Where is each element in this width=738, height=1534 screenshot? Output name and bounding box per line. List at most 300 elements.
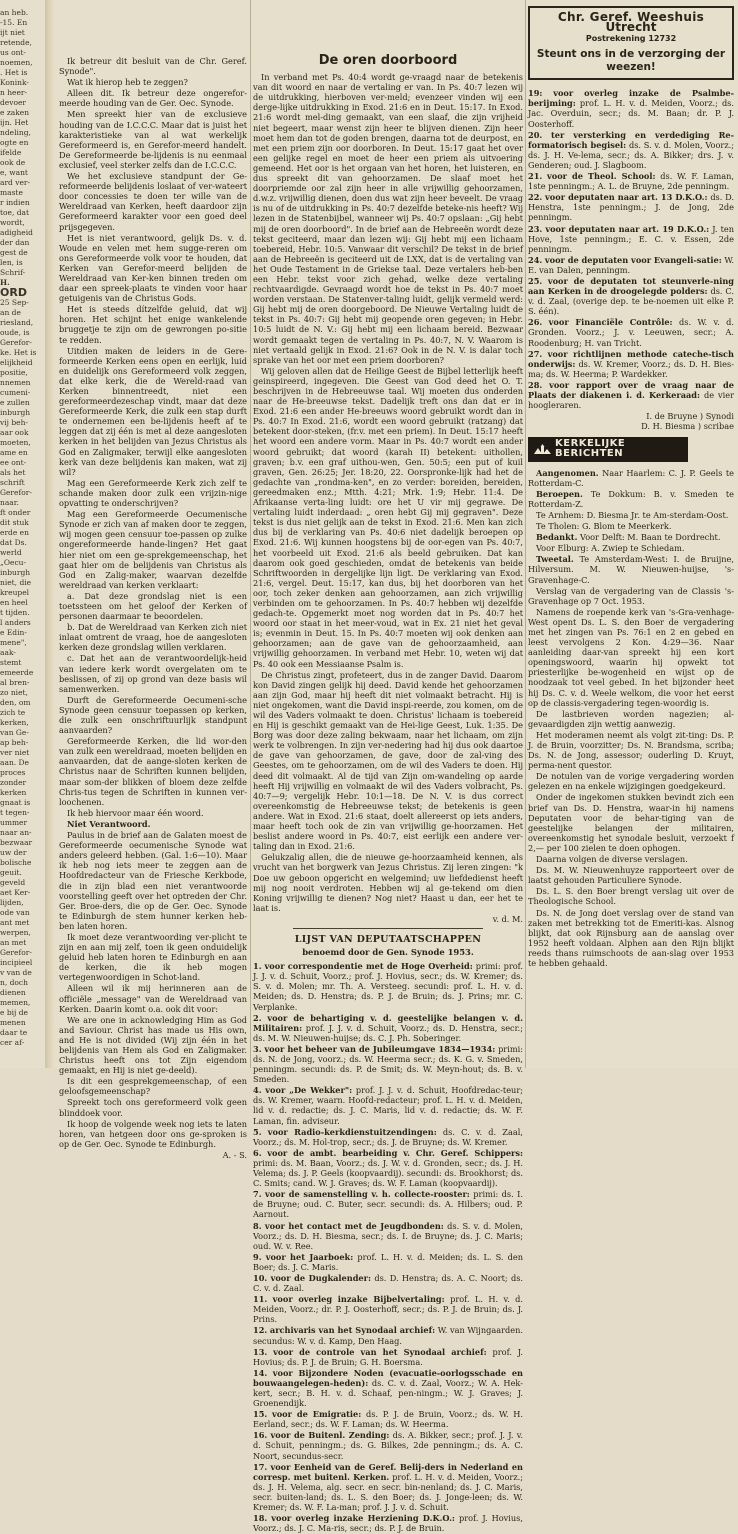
- deputation-item: [253, 1368, 523, 1408]
- letter-paragraph: Mag een Gereformeerde Oecumenische Synode er zich van af maken door te zeggen, wij mogen geen censuur toe-passen op zulke ongereformeerde hande-lingen? Het gaat hier niet om een ge-sprekgemeenschap, het gaat hier om de belijdenis van Christus als God en Zalig-maker, waarvan dezelfde wereldraad van kerken verklaart:: [59, 509, 247, 590]
- item-title: voor het Jaarboek:: [265, 1251, 354, 1262]
- cropped-text-line: H.: [0, 278, 10, 287]
- item-number: 26.: [528, 317, 543, 328]
- deputation-item: [528, 192, 734, 222]
- item-number: 25.: [528, 275, 543, 286]
- letter-paragraph: c. Dat het aan de verantwoordelijk-heid van iedere kerk wordt overgelaten om te beslissen, of zij op grond van deze basis wil samenwerken.: [59, 653, 247, 694]
- letter-paragraph: a. Dat deze grondslag niet is een toetssteen om het geloof der Kerken of personen daarmaar te beoordelen.: [59, 590, 247, 622]
- item-members: ds. S. v. d. Molen, Voorz.; ds. D. H. Biesma, secr.; ds. I. de Bruyne; ds. J. C. Maris; oud. W. v. Ree.: [253, 1220, 523, 1251]
- cropped-text-line: wordt,: [0, 218, 25, 227]
- cropped-text-line: ard ver-: [0, 178, 31, 187]
- deputation-item: [253, 1085, 523, 1125]
- item-members: ds. D. Henstra; ds. A. C. Noort; ds. C. v. d. Zaal.: [253, 1272, 524, 1294]
- cropped-text-line: cumeni-: [0, 388, 31, 397]
- news-paragraph: [528, 865, 734, 885]
- letter-paragraph: Durft de Gereformeerde Oecumeni-sche Synode geen censuur toepassen op kerken, die zulk een onschriftuurlijk standpunt aanvaarden?: [59, 694, 247, 736]
- article-paragraph: Gelukzalig allen, die de nieuwe ge-hoorzaamheid kennen, als vrucht van het borgwerk van Jezus Christus. Zij leren zingen: "k Doe uw geboon opgericht en welgemind; uw liefdedienst heeft mij nog nooit verdroten. Hebben wij al ge-tekend om dien Koning vrijwillig te dienen? Nog niet? Haast u dan, eer het te laat is.: [253, 852, 523, 913]
- deputation-item: [528, 130, 734, 170]
- cropped-text-line: geveld: [0, 878, 26, 887]
- letter-paragraph: Mag een Gereformeerde Kerk zich zelf te schande maken door zulk een vrijzin-nige opvatting te onderschrijven?: [59, 477, 247, 509]
- news-paragraph: [528, 730, 734, 770]
- cropped-text-line: dienen: [0, 988, 26, 997]
- item-members: prof. J. J. v. d. Schuit, Voorz.; ds. D. Henstra, secr.; ds. M. W. Nieuwen-huijse; ds. C. J. Ph. Soberinger.: [253, 1022, 523, 1043]
- item-number: 28.: [528, 379, 543, 390]
- item-number: 21.: [528, 171, 543, 182]
- cropped-text-line: kerken: [0, 788, 27, 797]
- item-members: ds. A. Bikker, secr.; prof. J. J. v. d. Schuit, penningm.; ds. G. Bilkes, 2de penningm.; ds. A. C. Noort, secundus-secr.: [253, 1430, 523, 1461]
- item-number: 19:: [528, 88, 543, 99]
- item-title: voor Bijzondere Noden (evacuatie-oorlogsschade en bouwaangelegen-heden):: [253, 1367, 524, 1388]
- letter-paragraph: Ik heb hiervoor maar één woord.: [67, 807, 204, 818]
- deputation-item: [253, 1044, 523, 1084]
- list-subtitle: benoemd door de Gen. Synode 1953.: [302, 947, 474, 958]
- article-signature: v. d. M.: [492, 913, 523, 924]
- news-text: De notulen van de vorige vergadering worden gelezen en na enkele wijzigingen goedgekeurd.: [528, 771, 734, 792]
- cropped-text-line: ummer: [0, 818, 28, 827]
- letter-column: [59, 56, 247, 1162]
- letter-paragraph: Ik hoop de volgende week nog iets te laten horen, van hetgeen door ons ge-sproken is op de Ger. Oec. Synode te Edinburgh.: [59, 1118, 247, 1149]
- item-members: ds. D. Henstra, 1ste penningm.; J. de Jong, 2de penningm.: [528, 192, 735, 223]
- news-paragraph: [528, 468, 734, 488]
- cropped-text-line: gnaat is: [0, 798, 31, 807]
- cropped-text-line: . Het is: [0, 68, 28, 77]
- cropped-text-line: n heer-: [0, 88, 28, 97]
- cropped-text-line: zo niet,: [0, 688, 28, 697]
- letter-paragraph: Alleen wil ik mij herinneren aan de officiële „message" van de Wereldraad van Kerken. Daarin komt o.a. ook dit voor:: [59, 983, 247, 1014]
- cropped-text-line: ndeling,: [0, 128, 31, 137]
- banner-label: KERKELIJKE BERICHTEN: [555, 438, 626, 460]
- item-number: 1.: [253, 961, 262, 972]
- cropped-text-line: inburgh: [0, 408, 31, 417]
- letter-paragraph: Wat ik hierop heb te zeggen?: [67, 77, 188, 88]
- cropped-text-line: lijden,: [0, 898, 24, 907]
- item-title: voor de Theol. School:: [547, 171, 656, 182]
- cropped-text-line: stemt: [0, 658, 22, 667]
- news-text: Voor Delft: M. Baan te Dordrecht.: [580, 532, 721, 543]
- item-members: primi: ds. N. de Jong, voorz.; ds. W. Heerma secr.; ds. K. G. v. Smeden, penningm. secundi: ds. P. de Smit; ds. W. Meyn-hout; ds. B. v. Smeden.: [253, 1043, 523, 1085]
- cropped-text-line: nnemen: [0, 378, 31, 387]
- cropped-text-line: Schrif-: [0, 268, 26, 277]
- cropped-text-line: ijn. Het: [0, 118, 29, 127]
- item-number: 2.: [253, 1012, 262, 1023]
- cropped-text-line: oude, is: [0, 328, 30, 337]
- item-members: prof. L. H. v. d. Meiden, Voorz.; dr. P. J. Oosterhoff, secr.; ds. P. J. de Bruin; ds. J. Prins.: [253, 1294, 524, 1325]
- letter-paragraph: Spreekt toch ons gereformeerd volk geen blinddoek voor.: [59, 1097, 247, 1118]
- news-lead: Aangenomen.: [536, 467, 599, 478]
- cropped-text-line: an met: [0, 938, 27, 947]
- news-paragraph: [528, 521, 734, 531]
- deputation-item: [253, 1462, 523, 1512]
- cropped-text-line: n, doch: [0, 978, 28, 987]
- deputation-item: [528, 171, 734, 191]
- synod-signers: [528, 411, 734, 431]
- news-lead: Tweetal.: [536, 554, 574, 565]
- item-number: 8.: [253, 1220, 262, 1231]
- cropped-text-line: naar.: [0, 498, 19, 507]
- cropped-text-line: uw der: [0, 848, 27, 857]
- article-headline: De oren doorboord: [318, 53, 458, 68]
- article-paragraph: Wij geloven allen dat de Heilige Geest de Bijbel letterlijk heeft geinspireerd, ingegeven. Die Geest van God deed het O. T. beschrijven in de Hebreeuwse taal. Wij moeten dus onderden naar de He-breeuwse tekst. Dadelijk treft ons dan dat er in Exod. 21:6 een ander He-breeuws woord gebruikt wordt dan in Ps. 40:7 In Exod. 21:6, wordt een woord gebruikt (ratzang) dat betekent door-steken, (fr.v. met een priem). In Deut. 15:17 heeft het woord een andere vorm. Maar in Ps. 40:7 wordt een ander woord gebruikt; dat woord (karah II) betekent: uithollen, graven; b.v. een graf uithou-wen, Gen. 50:5; een put of kuil graven, Gen. 26:25; Jer. 18:20, 22. Oorspronke-lijk had het de gedachte van „rondma-ken", en zo verder: boreiden, bereiden, gereedmaken enz.; Mtth. 4:21; Mrk. 1:9; Hebr. 11:4. De Afrikaanse verta-ling luidt: ore het U vir mij gegrawe. De vertaling luidt inderdaad: „ oren hebt Gij mij gegraven". Deze tekst is dus niet gelijk aan de tekst in Exod. 21:6. Men kan zich dus bij de verklaring van Ps. 40:6 niet dadelijk beroepen op Exod. 21:6. Wij kunnen hoogstens bij de oor-egen van Ps. 40:7, het voorbeeld uit Exod. 21:6 als beeld gebruiken. Dat kan daarom ook goed geschieden, omdat de betekenis van beide Schriftwoorden in dergelijke lijn ligt. De verklaring van Exod. 21:6, vergel. Deut. 15:17, kan dus, bij het doorboren van het oor, toch zeker denken aan gehoorzamen, aan zich vrijwillig verbinden om te gehoorzamen. In Ps. 40:7 hebben wij dezelfde gedach-te. Opgemerkt moet nog worden dat in Ps. 40:7 het woord oor staat in het meer-voud, wat in Ex. 21 niet het geval is; evenmin in Deut. 15. In Ps. 40:7 moeten wij ook denken aan gehoorzamen; aan de gave van de gehoorzaamheid, aan vrijwillig gehoorzamen. In verband met Hebr. 10, weten wij dat Ps. 40 ook een Messiaanse Psalm is.: [253, 365, 523, 669]
- cropped-text-line: l anders: [0, 618, 31, 627]
- news-paragraph: [528, 586, 734, 606]
- cropped-text-line: kerken,: [0, 718, 29, 727]
- cropped-text-line: moeten,: [0, 438, 31, 447]
- cropped-text-line: ant met: [0, 918, 30, 927]
- deputation-item: [253, 1252, 523, 1272]
- item-number: 15.: [253, 1409, 268, 1420]
- item-number: 16.: [253, 1430, 268, 1441]
- cropped-text-line: mene",: [0, 638, 27, 647]
- cropped-text-line: ap beh-: [0, 738, 29, 747]
- cropped-text-line: e bij de: [0, 1008, 28, 1017]
- letter-paragraph: Paulus in de brief aan de Galaten moest de Gereformeerde oecumenische Synode wat anders geleerd hebben. (Gal. 1:6—10). Maar ik heb nog iets meer te zeggen aan de Hoofdredacteur van de Friesche Kerkbode, die in zijn blad een niet verantwoorde voorstelling geeft over het optreden der Chr. Ger. Broe-ders, die op de Ger. Oec. Synode te Edinburgh de stem hunner kerken heb-ben laten horen.: [59, 830, 247, 931]
- item-number: 9.: [253, 1251, 262, 1262]
- cropped-text-line: ke. Het is: [0, 348, 37, 357]
- cropped-text-line: niet, die: [0, 578, 32, 587]
- cropped-text-line: dit stuk: [0, 518, 29, 527]
- item-members: prof. L. H. v. d. Meiden, Voorz.; ds. J. H. Velema, alg. secr. en secr. bin-nenland; ds. J. C. Maris, secr. buiten-land; ds. L. S. den Boer; ds. J. Jonge-leen; ds. W. Kremer; ds. W. F. La-man; prof. J. J. v. d. Schuit.: [253, 1471, 523, 1513]
- deputation-item: [253, 1325, 523, 1345]
- item-title: voor de ambt. bearbeiding v. Chr. Geref. Schippers:: [267, 1147, 523, 1158]
- item-members: ds. C. v. d. Zaal, Voorz.; W. A. Hek-kert, secr.; B. H. v. d. Schaaf, pen-ningm.; W. J. Graves; J. Groenendijk.: [253, 1377, 523, 1409]
- cropped-text-line: us ont-: [0, 48, 26, 57]
- cropped-text-line: dat Ds.: [0, 538, 27, 547]
- item-title: voor de controle van het Synodaal archief:: [273, 1346, 487, 1357]
- item-number: 12.: [253, 1325, 268, 1336]
- news-lead: Bedankt.: [536, 532, 578, 543]
- cropped-text-line: Konink-: [0, 78, 29, 87]
- cropped-text-line: e Edin-: [0, 628, 27, 637]
- cropped-text-line: an de: [0, 308, 21, 317]
- cropped-text-line: Gerefor-: [0, 488, 32, 497]
- cropped-text-line: e zaken: [0, 108, 30, 117]
- cropped-text-line: e zullen: [0, 398, 30, 407]
- news-paragraph: [528, 709, 734, 729]
- news-text: Te Dokkum: B. v. Smeden te Rotterdam-Z.: [528, 488, 734, 509]
- cropped-text-line: werpen,: [0, 928, 31, 937]
- news-paragraph: [528, 792, 734, 853]
- item-number: 23.: [528, 223, 543, 234]
- item-number: 7.: [253, 1189, 262, 1200]
- item-title: voor overleg inzake Bijbelvertaling:: [272, 1294, 445, 1305]
- item-members: ds. S. v. d. Molen, Voorz.; ds. J. H. Ve-lema, secr.; ds. A. Bikker; drs. J. v. Genderen; oud. J. Slagboom.: [528, 139, 734, 170]
- cropped-text-line: den, om: [0, 698, 31, 707]
- cropped-text-line: riesland,: [0, 318, 34, 327]
- cropped-text-line: zonder: [0, 778, 27, 787]
- right-column: [528, 6, 734, 969]
- cropped-text-line: vij beh-: [0, 418, 28, 427]
- news-text: Het moderamen neemt als volgt zit-ting: Ds. P. J. de Bruin, voorzitter; Ds. N. Brandsma, scriba; Ds. N. de Jong, assessor; ouderling D. Kruyt, perma-nent questor.: [528, 729, 734, 771]
- item-members: primi: ds. M. Baan, Voorz.; ds. J. W. v. d. Gronden, secr.; ds. J. H. Velema; ds. J. P. Geels (koopvaardij). secundi: ds. Brookhorst; ds. C. Smits; cand. W. J. Graves; ds. W. F. Laman (koopvaardij).: [253, 1157, 523, 1189]
- item-members: ds. W. F. Laman, 1ste penningm.; A. L. de Bruyne, 2de penningm.: [528, 171, 734, 192]
- news-text: De lastbrieven worden nagezien; al-gevaardigden zijn wettig aanwezig.: [528, 708, 734, 729]
- news-text: Te Arnhem: D. Biesma Jr. te Am-sterdam-Oost.: [536, 509, 729, 520]
- item-title: voor de deputaten voor Evangeli-satie:: [544, 254, 722, 265]
- deputation-item: [253, 1294, 523, 1324]
- cropped-text-line: Gerefor-: [0, 948, 32, 957]
- letter-paragraph: Is dit een gesprekgemeenschap, of een geloofsgemeenschap?: [59, 1076, 247, 1097]
- letter-paragraph: b. Dat de Wereldraad van Kerken zich niet inlaat omtrent de vraag, hoe de aangesloten kerken deze grondslag willen verklaren.: [59, 622, 247, 653]
- item-members: ds. C. v. d. Zaal, Voorz.; ds. M. Hol-trop, secr.; ds. J. de Bruyne; ds. W. Kremer.: [253, 1126, 523, 1147]
- letter-paragraph: Het is niet verantwoord, gelijk Ds. v. d. Woude en velen met hem sugge-reren om ons Gereformeerde volk voor te houden, dat Kerken van Gerefor-meerd belijden de Wereldraad van Ker-ken binnen treden om daar een spreek-plaats te vinden voor haar getuigenis van de Christus Gods.: [59, 232, 247, 304]
- list-title: LIJST VAN DEPUTAATSCHAPPEN: [294, 933, 482, 945]
- item-number: 6.: [253, 1147, 262, 1158]
- letter-paragraph: Het is steeds dítzelfde geluid, dat wij horen. Het schijnt het enige wankelende bruggetje te zijn om de gewrongen po-sitie te redden.: [59, 304, 247, 345]
- news-text: Te Tholen: G. Blom te Meerkerk.: [536, 521, 672, 532]
- news-paragraph: [528, 607, 734, 708]
- item-title: voor deputaten naar art. 13 D.K.O.:: [545, 192, 708, 203]
- cropped-text-line: ogte en: [0, 138, 29, 147]
- deputation-item: [253, 1409, 523, 1429]
- news-paragraph: [528, 543, 734, 553]
- item-title: voor Financiële Contrôle:: [548, 317, 673, 328]
- item-title: ter versterking en verdediging Re-formatorisch begisel:: [528, 129, 734, 150]
- cropped-text-line: bezwaar: [0, 838, 33, 847]
- cropped-text-line: menen: [0, 1018, 26, 1027]
- letter-paragraph: Uitdien maken de leiders in de Gere-formeerde Kerken eens open en eerlijk, luid en duidelijk ons Gereformeerd volk zeggen, dat elke kerk, die de Wereld-raad van Kerken binnentreedt, niet een gereformeerdezeschap vindt, maar dat deze Gereformeerde Kerk, die zulk een stap durft te ondernemen een be-lijdenis heeft af te leggen dat zij één is met al deze aangesloten kerken in het belijden van Jezus Christus als God en Zaligmaker, terwijl elke aangesloten kerk van deze belijdenis kan maken, wat zij wil?: [59, 345, 247, 477]
- news-text: Daarna volgen de diverse verslagen.: [536, 854, 688, 865]
- cropped-text-line: retende,: [0, 38, 32, 47]
- cropped-text-line: ft onder: [0, 508, 31, 517]
- news-paragraph: [528, 854, 734, 864]
- item-title: voor deputaten naar art. 19 D.K.O.:: [545, 223, 710, 234]
- letter-paragraph: Alleen dit. Ik betreur deze ongerefor-meerde houding van de Ger. Oec. Synode.: [59, 88, 247, 109]
- item-title: voor de Dugkalender:: [270, 1272, 371, 1283]
- item-title: voor de behartiging v. d. geestelijke belangen v. d. Militairen:: [253, 1012, 524, 1033]
- item-number: 5.: [253, 1126, 262, 1137]
- letter-paragraph: We het exclusieve standpunt der Ge-reformeerde belijdenis loslaat of ver-wateert door concessies te doen ter wille van de Wereldraad van Kerken, heeft daardoor zijn Gereformeerd karakter voor een goed deel prijsgegeven.: [59, 171, 247, 232]
- item-number: 18.: [253, 1513, 268, 1524]
- deputation-item: [528, 88, 734, 128]
- cropped-text-line: aan. De: [0, 758, 29, 767]
- news-text: Namens de roepende kerk van 's-Gra-venhage-West opent Ds. L. S. den Boer de vergadering met het zingen van Ps. 76:1 en 2 en gebed en leest vervolgens 2 Kon. 4:29—36. Naar aanleiding daar-van spreekt hij een kort openingswoord, waarin hij opwekt tot priesterlijke be-wogenheid en wijst op de noodzaak tot veel gebed. In het bijzonder heet hij Ds. C. v. d. Weele welkom, die voor het eerst op de classis-vergadering tegen-woordig is.: [528, 606, 734, 708]
- ad-title: Chr. Geref. Weeshuis: [557, 10, 705, 24]
- cropped-text-line: al bren-: [0, 678, 30, 687]
- news-paragraph: [528, 908, 734, 969]
- news-lead: Beroepen.: [536, 488, 583, 499]
- item-title: voor het beheer van de Jubileumgave 1834—1934:: [264, 1043, 496, 1054]
- cropped-text-line: erde en: [0, 528, 29, 537]
- article-column: [253, 54, 523, 1534]
- item-title: voor overleg inzake Herziening D.K.O.:: [271, 1513, 455, 1524]
- item-number: 24.: [528, 254, 543, 265]
- cropped-text-line: daar te: [0, 1028, 28, 1037]
- church-news-banner: [528, 437, 688, 461]
- item-number: 22.: [528, 192, 543, 203]
- item-title: voor de samenstelling v. h. collecte-rooster:: [265, 1189, 470, 1200]
- item-title: voor richtlijnen methode cateche-tisch onderwijs:: [528, 348, 734, 369]
- cropped-text-line: memen,: [0, 998, 31, 1007]
- item-title: voor de Emigratie:: [271, 1409, 362, 1420]
- item-title: archivaris van het Synodaal archief:: [269, 1325, 436, 1336]
- cropped-text-line: kreupel: [0, 588, 30, 597]
- item-members: ds. C. v. d. Zaal, (overige dep. te be-noemen uit elke P. S. één).: [528, 286, 734, 317]
- signer-line: D. H. Biesma ) scribae: [641, 421, 734, 432]
- news-paragraph: [528, 532, 734, 542]
- news-paragraph: [528, 510, 734, 520]
- news-text: Ds. L. S. den Boer brengt verslag uit over de Theologische School.: [528, 886, 734, 907]
- item-members: W. van Wijngaarden. secundus: W. v. d. Kamp, Den Haag.: [253, 1325, 523, 1346]
- deputation-item: [528, 255, 734, 275]
- cropped-text-line: noemen,: [0, 58, 33, 67]
- cropped-text-line: elijkheid: [0, 358, 33, 367]
- news-text: Ds. M. W. Nieuwenhuyze rapporteert over de laatst gehouden Particuliere Synode.: [528, 865, 734, 886]
- item-members: ds. W. v. d. Gronden. Voorz.; J. v. Leeuwen, secr.; A. Roodenburg; H. van Tricht.: [528, 317, 734, 348]
- item-number: 14.: [253, 1367, 268, 1378]
- item-title: voor Radio-kerkdienstuitzendingen:: [267, 1126, 437, 1137]
- ad-account: Postrekening 12732: [585, 34, 677, 44]
- cropped-text-line: bolische: [0, 858, 32, 867]
- section-rule: [293, 928, 483, 929]
- item-title: voor overleg inzake de Psalmbe-berijming:: [528, 88, 734, 109]
- item-members: primi: prof. J. J. v. d. Schuit, Voorz.; prof. J. Hovius, secr.; ds. W. Kremer; ds. S. v. d. Molen; mr. Th. A. Versteeg. secundi: prof. L. H. v. d. Meiden; ds. D. Henstra; ds. P. J. de Bruin; ds. J. Prins; mr. C. Verplanke.: [253, 961, 524, 1012]
- cropped-text-line: proces: [0, 768, 26, 777]
- news-text: Te Amsterdam-West: I. de Bruijne, Hilversum. M. W. Nieuwen-huijse, 's-Gravenhage-C.: [528, 554, 734, 585]
- cropped-text-line: ver niet: [0, 748, 30, 757]
- cropped-text-line: werld: [0, 548, 22, 557]
- item-title: voor het contact met de Jeugdbonden:: [264, 1220, 444, 1231]
- signer-line: I. de Bruyne ) Synodi: [646, 411, 734, 422]
- cropped-text-line: ifelde: [0, 148, 22, 157]
- deputation-item: [528, 224, 734, 254]
- page-fold-shadow: [45, 0, 55, 1068]
- deputation-item: [253, 1513, 523, 1533]
- church-news-body: [528, 468, 734, 969]
- item-number: 3.: [253, 1043, 262, 1054]
- letter-paragraph: We are one in acknowledging Him as God and Saviour. Christ has made us His own, and He is not divided (Wij zijn één in het belijdenis van Hem als God en Zaligmaker. Christus heeft ons tot Zijn eigendom gemaakt, en Hij is niet ge-deeld).: [59, 1014, 247, 1076]
- cropped-text-line: t tijden.: [0, 608, 30, 617]
- item-members: prof. J. J. v. d. Schuit, Hoofdredac-teur; ds. W. Kremer, waarn. Hoofd-redacteur; prof. L. H. v. d. Meiden, lid v. d. redactie; ds. J. C. Maris, lid v. d. redactie; ds. W. F. Laman, fin. adviseur.: [253, 1085, 523, 1126]
- cropped-text-line: positie,: [0, 368, 28, 377]
- cropped-text-line: 25 Sep-: [0, 298, 29, 307]
- news-paragraph: [528, 771, 734, 791]
- deputation-item: [253, 1148, 523, 1188]
- item-members: prof. J. Hovius, Voorz.; ds. J. C. Ma-ris, secr.; ds. P. J. de Bruin.: [253, 1513, 523, 1534]
- cropped-text-line: -15. En: [0, 18, 28, 27]
- article-paragraph: In verband met Ps. 40:4 wordt ge-vraagd naar de betekenis van dit woord en naar de vertaling er van. In Ps. 40:7 lezen wij de uitdrukking, hierboven ver-meld; evenzeer vinden wij een derge-lijke uitdrukking in Exod. 21:6 en in Deut. 15:17. In Exod. 21:6 wordt mel-ding gemaakt, van een slaaf, die zijn vrijheid niet begeert, maar wenst zijn heer te blijven dienen. Zijn heer moet hem dan tot de goden brengen, daarna tot de deurpost, en met een priem zijn oor doorboren. In Deut. 15:17 gaat het over een gelijke regel en moet de heer een priem als uitvoering gemeend. Het oor is het orgaan van het horen, het luisteren, en dus spreekt dit van gehoorzamen. De slaaf moet het doorpriemde oor zal zijn heer in alle vrijwillig gehoorzamen, d.w.z. vrijwillig dienen, doen dus wat zijn heer beveelt. De vraag is nu of de uitdrukking in Ps. 40:7 dezelfde beteke-nis heeft? Wij lezen in de Statenbijbel, wanneer wij Ps. 40:7 opslaan: „Gij hebt mij de oren doorboord". In de brief aan de Hebreeën wordt deze tekst geciteerd, maar dan lezen wij: Gij hebt mij een lichaam toebereid, Hebr. 10:5. Vanwaar dit verschil? De tekst in de brief aan de Hebreeën is geciteerd uit de LXX, dat is de vertaling van het Oude Testament in de Griekse taal. Deze vertalers heb-ben een Hebr. tekst voor zich gehad, welke deze vertaling rechtvaardigde. Gevraagd wordt hoe de tekst in Ps. 40:7 moet worden verstaan. De Statenver-taling luidt, gelijk vermeld werd: Gij hebt mij de oren doorgeboord. De Nieuwe Vertaling luidt de tekst in Ps. 40:7: Gij hebt mij geopende oren gegeven; in Hebr. 10:5 luidt de N. V.: Gij hebt mij een lichaam bereid. Bezwaar wordt gemaakt tegen de vertaling in Ps. 40:7, N. V. Waarom is niet vertaald gelijk in Exod. 21:6? Ook in de N. V. is dalar toch sprake van het oor met een priem doorboren?: [253, 72, 523, 365]
- item-number: 10.: [253, 1272, 268, 1283]
- cropped-text-line: maste: [0, 188, 23, 197]
- letter-paragraph: Niet Verantwoord.: [67, 818, 151, 829]
- news-paragraph: [528, 489, 734, 509]
- cropped-text-line: cer af-: [0, 1038, 25, 1047]
- item-members: primi: ds. I. de Bruyne; oud. C. Buter, secr. secundi: ds. A. Hilbers; oud. P. Aarnout.: [253, 1189, 523, 1220]
- cropped-text-line: ijt niet: [0, 28, 25, 37]
- item-members: prof. L. H. v. d. Meiden, Voorz.; ds. Jac. Overduin, secr.; ds. M. Baan; dr. P. J. Oosterhoff.: [528, 98, 734, 129]
- deputation-list-continued: [528, 88, 734, 410]
- cropped-text-line: aet Ker-: [0, 888, 31, 897]
- cropped-text-line: r indien: [0, 198, 30, 207]
- cropped-text-line: aar ook: [0, 428, 29, 437]
- cropped-left-column: [0, 8, 44, 1048]
- column-divider: [250, 0, 251, 1068]
- news-text: Verslag van de vergadering van de Classis 's-Gravenhage op 7 Oct. 1953.: [528, 585, 734, 606]
- deputation-item: [528, 349, 734, 379]
- item-number: 20.: [528, 129, 543, 140]
- item-members: de vier hoogleraren.: [528, 390, 734, 411]
- cropped-text-line: Gerefor-: [0, 338, 32, 347]
- deputation-item: [253, 1189, 523, 1219]
- cropped-text-line: schrift: [0, 478, 25, 487]
- item-title: voor de Buitenl. Zending:: [270, 1430, 390, 1441]
- letter-body: [59, 56, 247, 1149]
- cropped-text-line: zich te: [0, 708, 26, 717]
- cropped-text-line: en heel: [0, 598, 28, 607]
- cropped-text-line: ee ont-: [0, 458, 27, 467]
- item-members: prof. J. Hovius; ds. P. J. de Bruin; G. H. Boersma.: [253, 1346, 524, 1367]
- deputation-item: [253, 1273, 523, 1293]
- orphanage-advertisement: [528, 6, 734, 80]
- cropped-text-line: der dan: [0, 238, 30, 247]
- deputation-item: [253, 1127, 523, 1147]
- letter-paragraph: Gereformeerde Kerken, die lid wor-den van zulk een wereldraad, moeten belijden en aanvaarden, dat de aange-sloten kerken de Christus naar de Schriften kunnen belijden, maar som-der blikken of bloem deze zelfde Chris-tus tegen de Schriften in kunnen ver-loochenen.: [59, 736, 247, 807]
- article-paragraph: De Christus zingt, profeteert, dus in de zanger David. Daarom kon David zingen gelijk hij deed. David kende het gehoorzamen aan zijn God, maar hij heeft dit niet volmaakt betracht. Hij is niet ongekomen, want die David inspi-reerde, zou komen, om de wil des Vaders volmaakt te doen. Christus' lichaam is toebereid en Hij is geschikt gemaakt van de Hei-lige Geest, Luk. 1:35. De Borg was door deze zaling bekwaam, naar het lichaam, om zijn werk te volbrengen. In zijn ver-nedering had hij dus ook daartoe de gave van gehoorzamen, de gave, door de zal-ving des Geestes, om te gehoorzamen, om de wil des Vaders te doen. Hij deed dit volmaakt. Al de tijd van Zijn om-wandeling op aarde heeft Hij vrijwillig en volmaakt de wil des Vaders volbracht, Ps. 40:7—9; vergelijk Hebr. 10:1—18. De N. V. is dus correct overeenkomstig de Hebreeuwse tekst; de betekenis is geen andere. Wat in Exod. 21:6 staat, doelt allereerst op iets anders, maar heeft toch ook de zin van vrijwillig ge-hoorzamen. Het beslist andere woord in Ps. 40:7, eist eerlijk een andere ver-taling dan in Exod. 21:6.: [253, 669, 523, 852]
- cropped-text-line: aak-: [0, 648, 16, 657]
- item-members: J. ten Hove, 1ste penningm.; E. C. v. Essen, 2de penningm.: [528, 223, 735, 254]
- item-number: 11.: [253, 1294, 268, 1305]
- church-icon: [533, 444, 551, 455]
- item-number: 4.: [253, 1085, 262, 1096]
- news-text: Ds. N. de Jong doet verslag over de stand van zaken met betrekking tot de Emeriti-kas. Alsnog blijkt, dat ook Rijnsburg aan de aanslag over 1952 heeft voldaan. Alphen aan den Rijn blijkt reeds thans ruimschoots de aan-slag over 1953 te hebben gehaald.: [528, 907, 734, 968]
- item-number: 27.: [528, 348, 543, 359]
- letter-paragraph: Ik betreur dit besluit van de Chr. Geref. Synode".: [59, 56, 247, 77]
- item-title: voor „De Wekker":: [265, 1085, 353, 1096]
- deputation-item: [253, 1347, 523, 1367]
- cropped-text-line: v van de: [0, 968, 32, 977]
- item-title: voor rapport over de vraag naar de Plaats der diakenen i. d. Kerkeraad:: [528, 379, 734, 400]
- cropped-text-line: toe, dat: [0, 208, 30, 217]
- deputation-item: [253, 1221, 523, 1251]
- cropped-text-line: adigheid: [0, 228, 33, 237]
- cropped-text-line: naar an-: [0, 828, 32, 837]
- deputation-item: [528, 276, 734, 316]
- article-body: [253, 72, 523, 913]
- item-members: ds. W. Kremer, Voorz.; ds. D. H. Bies-ma; ds. W. Heerma; P. Wardekker.: [528, 358, 734, 379]
- news-text: Naar Haarlem: C. J. P. Geels te Rotterdam-C.: [528, 467, 734, 488]
- deputation-list: [253, 961, 523, 1533]
- cropped-text-line: an heb.: [0, 8, 29, 17]
- deputation-item: [253, 961, 523, 1011]
- ad-slogan: Steunt ons in de verzorging der weezen!: [536, 48, 726, 74]
- column-divider: [525, 0, 526, 1068]
- deputation-item: [528, 380, 734, 410]
- letter-paragraph: Men spreekt hier van de exclusieve houding van de I.C.C.C. Maar dat is juist het karakteristieke van al wat werkelijk Gereformeerd is, en Gerefor-meerd handelt. De Gereformeerde be-lijdenis is nu eenmaal exclusief, veel sterker zelfs dan de I.C.C.C.: [59, 109, 247, 170]
- cropped-text-line: incipieel: [0, 958, 33, 967]
- item-members: W. E. van Dalen, penningm.: [528, 254, 734, 275]
- cropped-text-line: van Ge-: [0, 728, 29, 737]
- cropped-text-line: ame en: [0, 448, 28, 457]
- letter-paragraph: Ik moet deze verantwoording ver-plicht te zijn en aan mij zelf, toen ik geen onduidelijk geluid heb laten horen te Edinburgh en aan de kerken, die ik heb mogen vertegenwoordigen in Schot-land.: [59, 931, 247, 983]
- cropped-text-line: gest de: [0, 248, 28, 257]
- cropped-text-line: devoer: [0, 98, 27, 107]
- item-title: voor correspondentie met de Hoge Overheid:: [264, 961, 473, 972]
- cropped-text-line: inburgh: [0, 568, 31, 577]
- cropped-text-line: ode van: [0, 908, 30, 917]
- news-paragraph: [528, 554, 734, 584]
- news-text: Onder de ingekomen stukken bevindt zich een brief van Ds. D. Henstra, waar-in hij namens Deputaten voor de behar-tiging van de geestelijke belangen der militairen, overeenkomstig het synodale besluit, verzoekt f 2,— per 100 zielen te doen ophogen.: [528, 792, 734, 853]
- cropped-text-line: ook de: [0, 158, 26, 167]
- cropped-text-line: „Oecu-: [0, 558, 27, 567]
- cropped-text-line: len, is: [0, 258, 23, 267]
- news-paragraph: [528, 886, 734, 906]
- item-title: voor de deputaten tot steunverle-ning aan Kerken in de droogelegde polders:: [528, 275, 734, 297]
- cropped-text-line: t tegen-: [0, 808, 30, 817]
- item-members: prof. L. H. v. d. Meiden; ds. L. S. den Boer; ds. J. C. Maris.: [253, 1251, 524, 1272]
- cropped-text-line: e, want: [0, 168, 28, 177]
- item-title: voor Eenheid van de Geref. Belij-ders in Nederland en corresp. met buitenl. Kerken.: [253, 1461, 523, 1482]
- deputation-item: [528, 317, 734, 347]
- cropped-text-line: ORD: [0, 286, 27, 299]
